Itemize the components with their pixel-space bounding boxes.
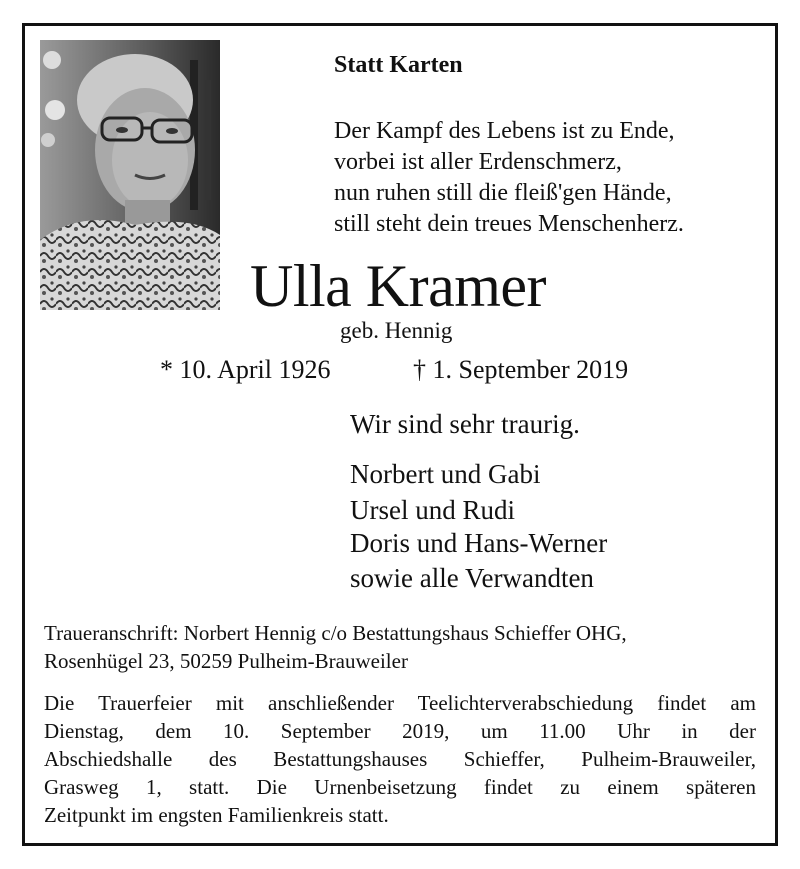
ceremony-line: Grasweg 1, statt. Die Urnenbeisetzung findet zu einem späteren — [44, 775, 756, 799]
birth-name: geb. Hennig — [340, 318, 453, 343]
ceremony-line: Abschiedshalle des Bestattungshauses Schieffer, Pulheim-Brauweiler, — [44, 747, 756, 771]
verse-line: nun ruhen still die fleiß'gen Hände, — [334, 180, 672, 206]
verse-line: still steht dein treues Menschenherz. — [334, 211, 684, 237]
address-line: Traueranschrift: Norbert Hennig c/o Bestattungshaus Schieffer OHG, — [44, 621, 627, 645]
deceased-name: Ulla Kramer — [250, 253, 547, 319]
mourner-line: Ursel und Rudi — [350, 495, 515, 525]
death-date: † 1. September 2019 — [413, 355, 629, 384]
portrait-image — [40, 40, 220, 310]
ceremony-line: Dienstag, dem 10. September 2019, um 11.00 Uhr in der — [44, 719, 756, 743]
portrait-photo — [40, 40, 220, 310]
birth-date: * 10. April 1926 — [160, 355, 331, 384]
mourner-line: sowie alle Verwandten — [350, 563, 594, 593]
ceremony-paragraph — [44, 689, 756, 829]
verse-line: Der Kampf des Lebens ist zu Ende, — [334, 118, 675, 144]
verse-line: vorbei ist aller Erdenschmerz, — [334, 149, 622, 175]
mourner-line: Doris und Hans-Werner — [350, 528, 608, 558]
address-line: Rosenhügel 23, 50259 Pulheim-Brauweiler — [44, 649, 408, 673]
sad-line: Wir sind sehr traurig. — [350, 409, 580, 439]
ceremony-line: Die Trauerfeier mit anschließender Teelichterverabschiedung findet am — [44, 691, 756, 715]
mourner-line: Norbert und Gabi — [350, 459, 541, 489]
ceremony-line: Zeitpunkt im engsten Familienkreis statt. — [44, 803, 389, 827]
heading-statt-karten: Statt Karten — [334, 52, 463, 78]
